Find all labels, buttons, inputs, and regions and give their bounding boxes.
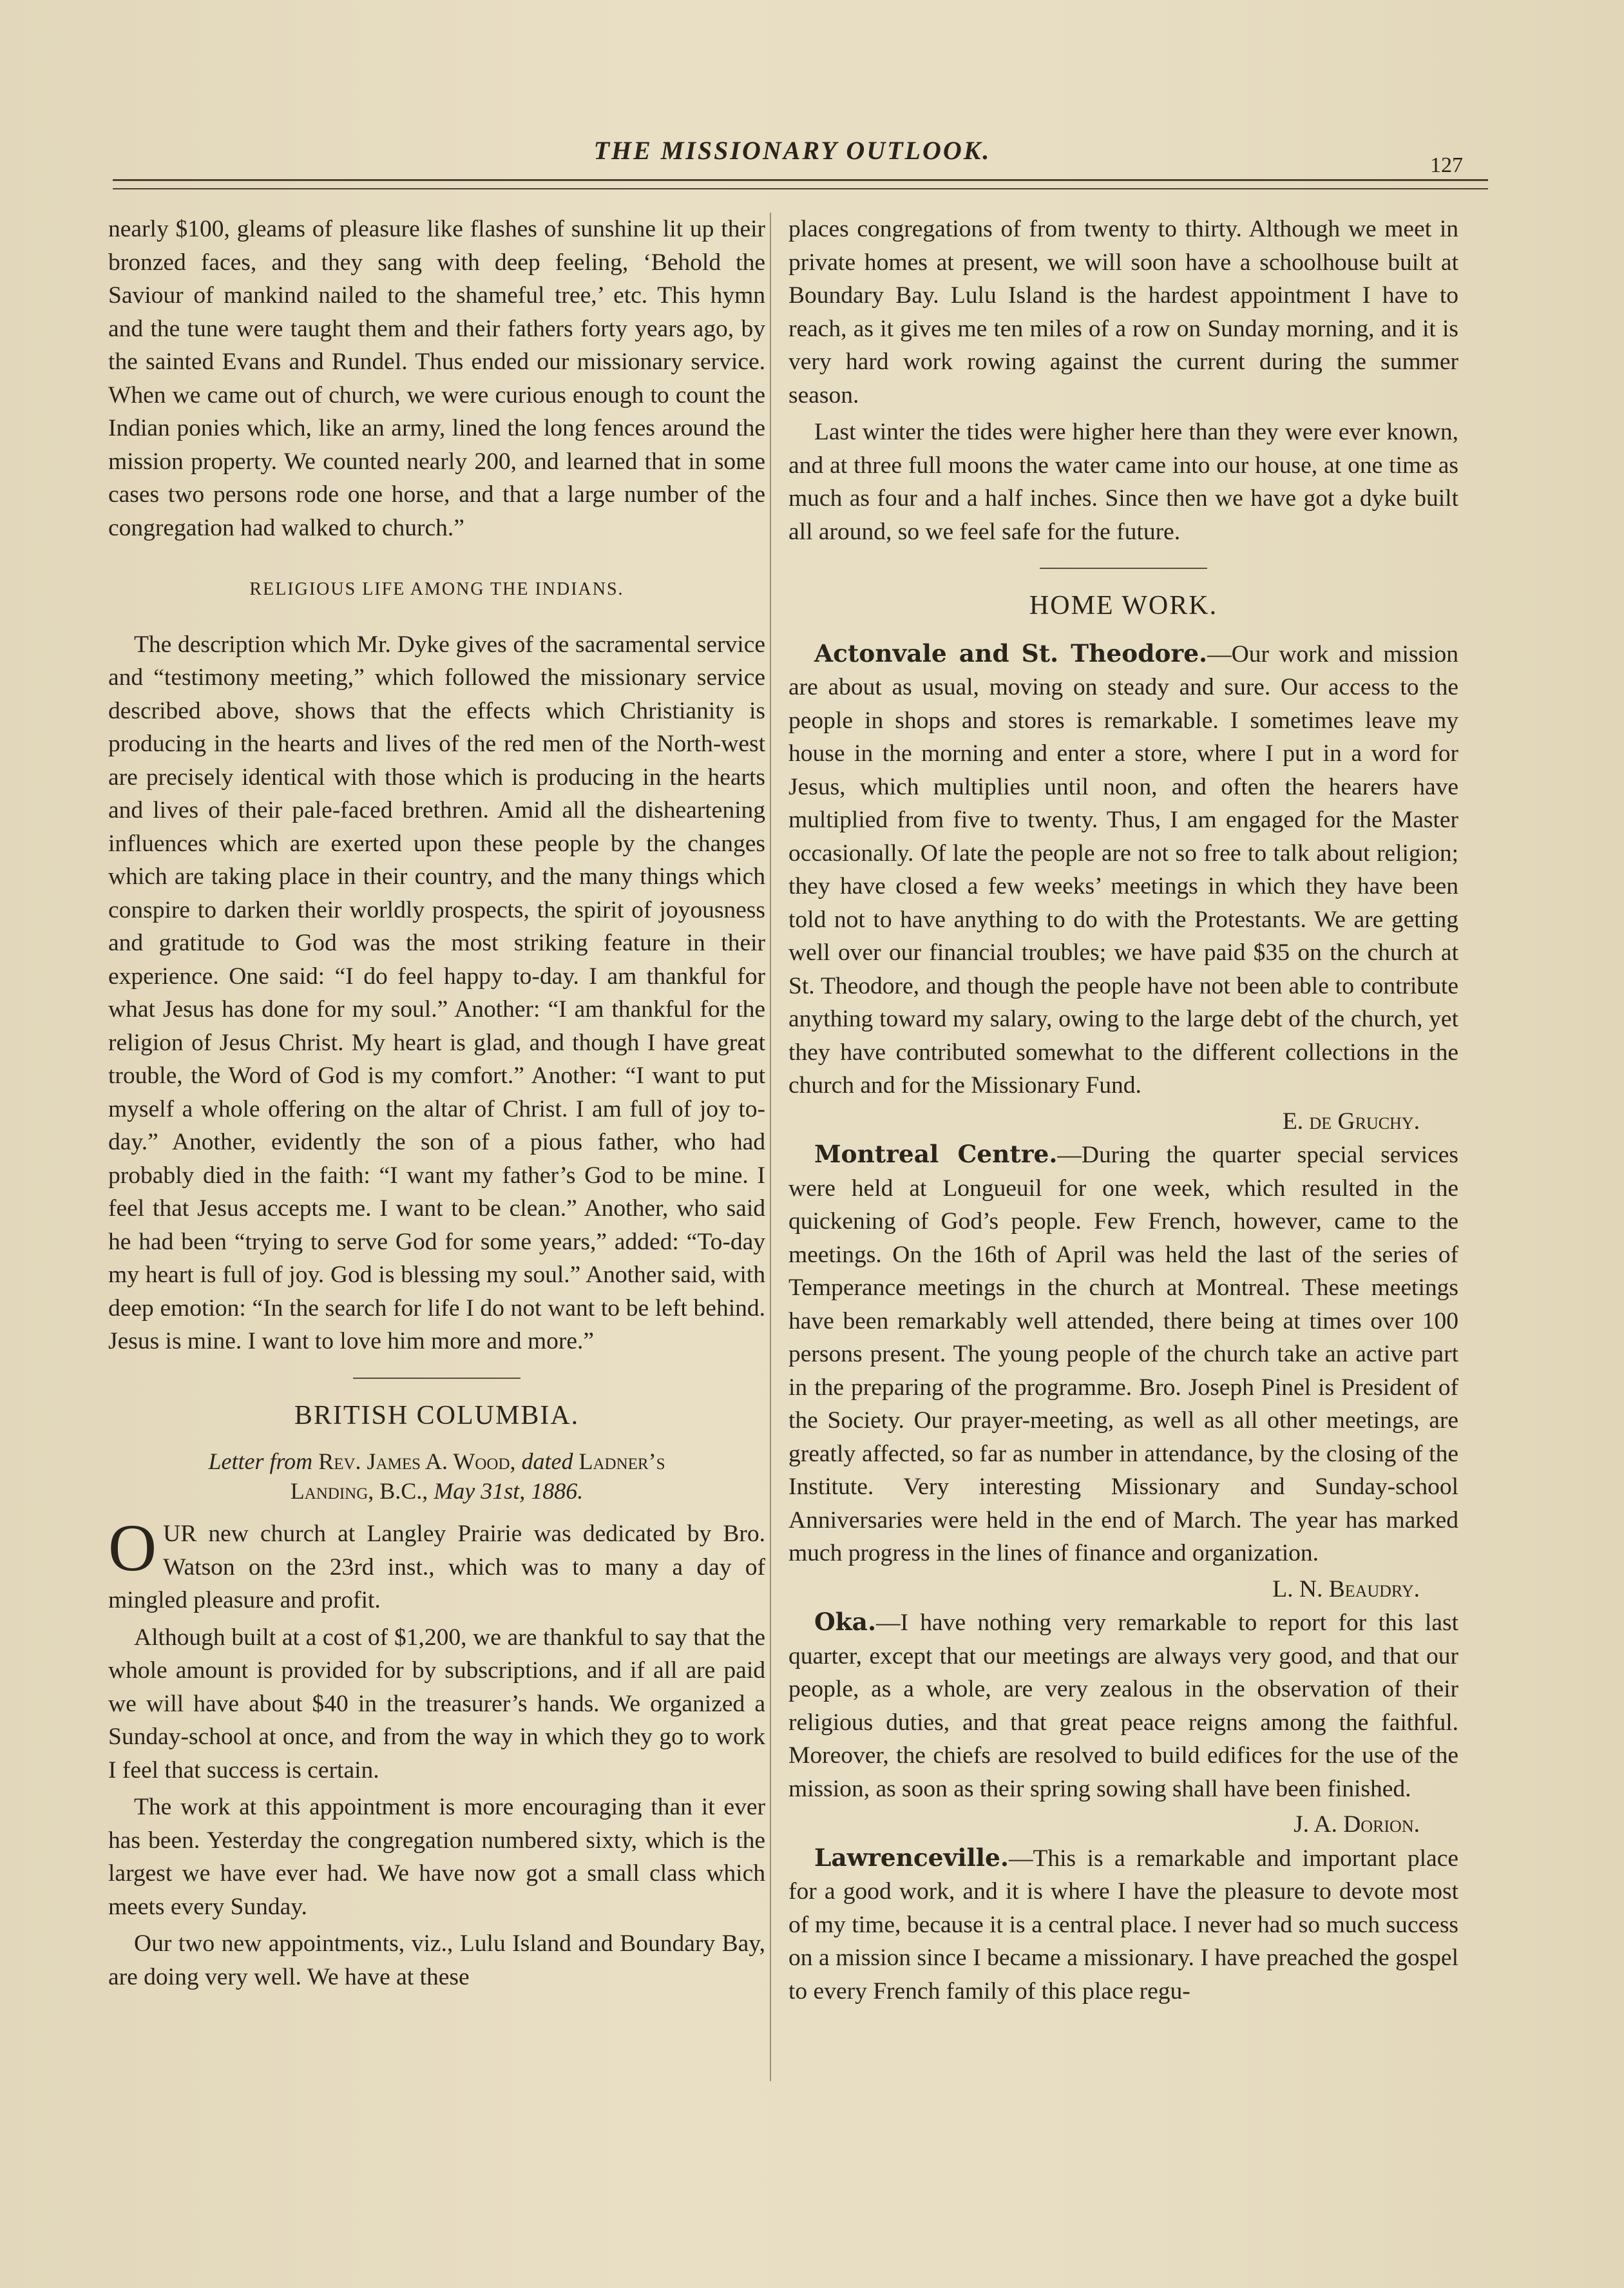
report-text: —Our work and mission are about as usual, moving on steady and sure. Our access to the people in shops and stores is remarkable. I sometimes leave my house in the morning and enter a store, where I put in a word for Jesus, which multiplies until noon, and often the hearers have multiplied from five to twenty. Thus, I am engaged for the Master occasionally. Of late the people are not so free to talk about religion; they have closed a few weeks’ meetings in which they have been told not to have anything to do with the Protestants. We are getting well over our financial troubles; we have paid $35 on the church at St. Theodore, and though the people have not been able to contribute anything toward my salary, owing to the large debt of the church, yet they have contributed somewhat to the different collections in the church and for the Missionary Fund. — [788, 640, 1458, 1099]
paragraph: Last winter the tides were higher here than they were ever known, and at three full moons the water came into our house, at one time as much as four and a half inches. Since then we have got a dyke built all around, so we feel safe for the future. — [788, 419, 1458, 545]
paragraph: Although built at a cost of $1,200, we are thankful to say that the whole amount is provided for by subscriptions, and if all are paid we will have about $40 in the treasurer’s hands. We organized a Sunday-school at once, and from the way in which they go to work I feel that success is certain. — [108, 1624, 765, 1783]
place-name: Lawrenceville. — [814, 1843, 1009, 1872]
paragraph: Our two new appointments, viz., Lulu Island and Boundary Bay, are doing very well. We have at these — [108, 1930, 765, 1990]
left-column — [108, 213, 765, 1997]
section-heading-religious-life: RELIGIOUS LIFE AMONG THE INDIANS. — [249, 579, 624, 599]
letter-province: B.C., — [379, 1478, 428, 1504]
place-name: Montreal Centre. — [814, 1140, 1058, 1168]
letter-from-label: Letter from — [208, 1448, 313, 1474]
letter-heading — [108, 1447, 765, 1506]
header-rule-thin — [113, 188, 1488, 189]
report-text: —I have nothing very remarkable to report for this last quarter, except that our meetings are always very good, and that our people, as a whole, are very zealous in the observation of their religious duties, and that great peace reigns among the faithful. Moreover, the chiefs are resolved to build edifices for the use of the mission, as soon as their spring sowing shall have been finished. — [788, 1610, 1458, 1802]
paragraph: places congregations of from twenty to thirty. Although we meet in private homes at present, we will soon have a schoolhouse built at Boundary Bay. Lulu Island is the hardest appointment I have to reach, as it gives me ten miles of a row on Sunday morning, and it is very hard work rowing against the current during the summer season. — [788, 216, 1458, 409]
signature: J. A. Dorion. — [1294, 1811, 1420, 1838]
letter-author: Rev. James A. Wood, — [318, 1448, 516, 1474]
report-text: —During the quarter special services were held at Longueuil for one week, which resulted in the quickening of God’s people. Few French, however, came to the meetings. On the 16th of April was held the last of the series of Temperance meetings in the church at Montreal. These meetings have been remarkably well attended, there being at times over 100 persons present. The young people of the church take an active part in the preparing of the programme. Bro. Joseph Pinel is President of the Society. Our prayer-meeting, as well as all other meetings, are greatly affected, so far as number in attendance, by the closing of the Institute. Very interesting Missionary and Sunday-school Anniversaries were held in the end of March. The year has marked much progress in the lines of finance and organization. — [788, 1142, 1458, 1566]
letter-place-2: Landing, — [290, 1478, 374, 1504]
section-heading-home-work: HOME WORK. — [1029, 591, 1218, 620]
letter-dated-label: dated — [521, 1448, 573, 1474]
paragraph: nearly $100, gleams of pleasure like flashes of sunshine lit up their bronzed faces, and they sang with deep feeling, ‘Behold the Saviour of mankind nailed to the shameful tree,’ etc. This hymn and the tune were taught them and their fathers forty years ago, by the sainted Evans and Rundel. Thus ended our missionary service. When we came out of church, we were curious enough to count the Indian ponies which, like an army, lined the long fences around the mission property. We counted nearly 200, and learned that in some cases two persons rode one horse, and that a large number of the congregation had walked to church.” — [108, 216, 765, 541]
page-number: 127 — [1430, 153, 1463, 177]
place-name: Actonvale and St. Theodore. — [814, 639, 1208, 668]
section-divider — [1040, 568, 1207, 569]
right-column — [788, 213, 1458, 2012]
paragraph-text: UR new church at Langley Prairie was dedicated by Bro. Watson on the 23rd inst., which was to many a day of mingled pleasure and profit. — [108, 1521, 765, 1613]
running-header-title: THE MISSIONARY OUTLOOK. — [593, 136, 991, 165]
report-lawrenceville — [788, 1841, 1458, 2008]
place-name: Oka. — [814, 1608, 877, 1636]
letter-date: May 31st, 1886. — [434, 1478, 584, 1504]
column-divider — [770, 213, 771, 2081]
paragraph: The description which Mr. Dyke gives of the sacramental service and “testimony meeting,” which followed the missionary service described above, shows that the effects which Christianity is producing in the hearts and lives of the red men of the North-west are precisely identical with those which is producing in the hearts and lives of their pale-faced brethren. Amid all the disheartening influences which are exerted upon these people by the changes which are taking place in their country, and the many things which conspire to darken their worldly prospects, the spirit of joyousness and gratitude to God was the most striking feature in their experience. One said: “I do feel happy to-day. I am thankful for what Jesus has done for my soul.” Another: “I am thankful for the religion of Jesus Christ. My heart is glad, and though I have great trouble, the Word of God is my comfort.” Another: “I want to put myself a whole offering on the altar of Christ. I am full of joy to-day.” Another, evidently the son of a pious father, who had probably died in the faith: “I want my father’s God to be mine. I feel that Jesus accepts me. I want to be clean.” Another, who said he had been “trying to serve God for some years,” added: “To-day my heart is full of joy. God is blessing my soul.” Another said, with deep emotion: “In the search for life I do not want to be left behind. Jesus is mine. I want to love him more and more.” — [108, 631, 765, 1354]
letter-place: Ladner’s — [578, 1448, 665, 1474]
paragraph: The work at this appointment is more encouraging than it ever has been. Yesterday the congregation numbered sixty, which is the largest we have ever had. We have now got a small class which meets every Sunday. — [108, 1794, 765, 1920]
paragraph-dropcap — [108, 1511, 765, 1617]
signature: E. de Gruchy. — [1282, 1108, 1420, 1135]
section-heading-british-columbia: BRITISH COLUMBIA. — [294, 1400, 580, 1430]
report-actonvale — [788, 637, 1458, 1102]
section-divider — [353, 1378, 521, 1379]
report-montreal — [788, 1138, 1458, 1570]
header-rule — [113, 179, 1488, 181]
report-oka — [788, 1606, 1458, 1805]
report-text: —This is a remarkable and important place for a good work, and it is where I have the pleasure to devote most of my time, because it is a central place. I never had so much success on a mission since I became a missionary. I have preached the gospel to every French family of this place regu- — [788, 1845, 1458, 2004]
signature: L. N. Beaudry. — [1272, 1575, 1420, 1602]
drop-cap: O — [108, 1511, 157, 1585]
